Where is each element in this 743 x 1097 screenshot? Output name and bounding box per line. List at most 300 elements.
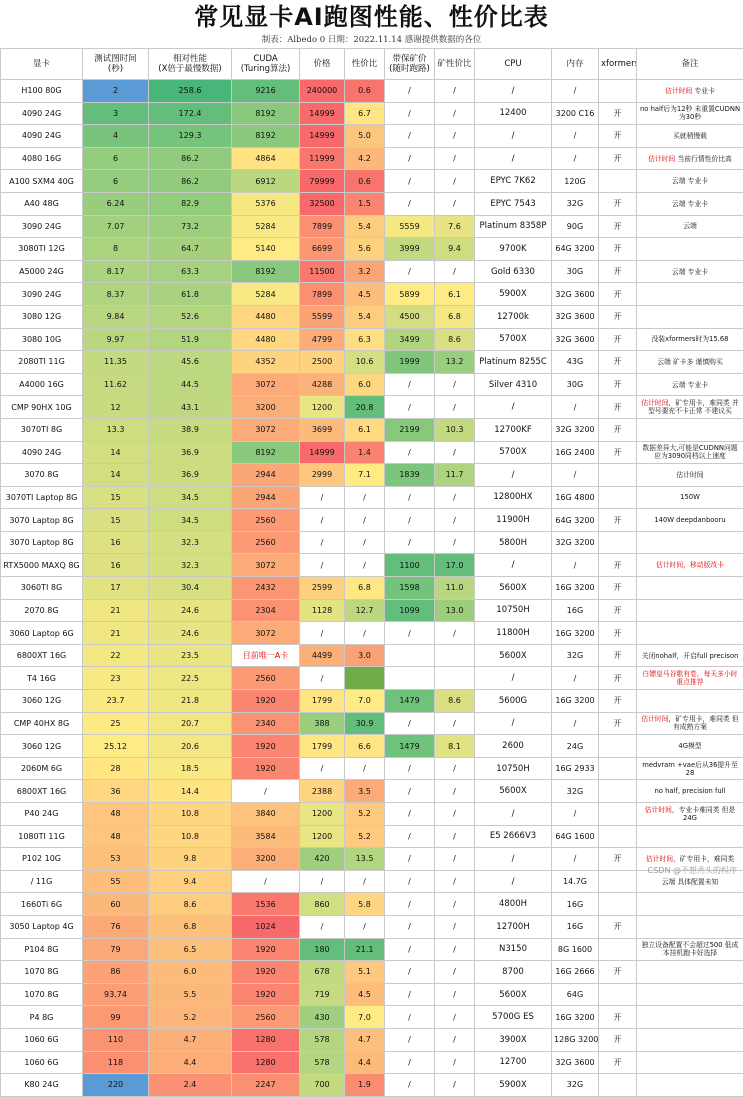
cell-gpu: A4000 16G	[1, 373, 83, 396]
cell-mprice: 5559	[385, 215, 435, 238]
cell-price: 14999	[300, 102, 345, 125]
cell-perf: 64.7	[149, 238, 232, 261]
cell-mprice: /	[385, 983, 435, 1006]
cell-price: 5599	[300, 305, 345, 328]
cell-cpu: 8700	[475, 961, 552, 984]
cell-mem: 64G 3200	[552, 238, 599, 261]
cell-mprice: /	[385, 803, 435, 826]
cell-note	[637, 1074, 743, 1097]
cell-gpu: P40 24G	[1, 803, 83, 826]
cell-cpu: 5600G	[475, 690, 552, 713]
cell-mem: 32G	[552, 192, 599, 215]
note-highlight: 估计时间	[641, 715, 668, 723]
cell-perf: 24.6	[149, 599, 232, 622]
cell-mratio: /	[435, 757, 475, 780]
table-row	[1, 915, 743, 938]
cell-mprice: /	[385, 893, 435, 916]
cell-gpu: A100 SXM4 40G	[1, 170, 83, 193]
cell-xf: 开	[599, 192, 637, 215]
cell-cpu: /	[475, 125, 552, 148]
cell-price: /	[300, 915, 345, 938]
table-row	[1, 690, 743, 713]
cell-note: 4G模型	[637, 735, 743, 758]
table-row	[1, 351, 743, 374]
cell-xf: 开	[599, 554, 637, 577]
cell-time: 13.3	[83, 418, 149, 441]
cell-note: no half后为12秒 未重置CUDNN为30秒	[637, 102, 743, 125]
cell-price: 1128	[300, 599, 345, 622]
cell-note	[637, 1006, 743, 1029]
cell-gpu: 3060 Laptop 6G	[1, 622, 83, 645]
cell-note: medvram +vae后从36提升至28	[637, 757, 743, 780]
cell-note: 140W deepdanbooru	[637, 509, 743, 532]
cell-cuda: 2560	[232, 509, 300, 532]
cell-cuda: 2432	[232, 577, 300, 600]
cell-xf: 开	[599, 622, 637, 645]
cell-xf: 开	[599, 305, 637, 328]
cell-time: 3	[83, 102, 149, 125]
cell-mprice: /	[385, 1074, 435, 1097]
cell-xf: 开	[599, 238, 637, 261]
cell-gpu: 2080TI 11G	[1, 351, 83, 374]
table-row	[1, 305, 743, 328]
cell-time: 8.17	[83, 260, 149, 283]
table-row	[1, 192, 743, 215]
cell-cpu: 12800HX	[475, 486, 552, 509]
cell-ratio	[345, 667, 385, 690]
cell-cpu: /	[475, 803, 552, 826]
cell-cpu: /	[475, 712, 552, 735]
cell-time: 22	[83, 644, 149, 667]
cell-perf: 86.2	[149, 170, 232, 193]
cell-perf: 61.8	[149, 283, 232, 306]
note-highlight: 估计时间	[641, 399, 668, 407]
cell-ratio: 7.0	[345, 1006, 385, 1029]
cell-ratio: 5.2	[345, 803, 385, 826]
cell-mem: 32G	[552, 644, 599, 667]
cell-cpu: /	[475, 848, 552, 871]
cell-mem: 16G 2400	[552, 441, 599, 464]
cell-time: 9.97	[83, 328, 149, 351]
cell-cpu: 5900X	[475, 283, 552, 306]
cell-price: /	[300, 531, 345, 554]
table-row	[1, 667, 743, 690]
cell-mratio: /	[435, 870, 475, 893]
cell-price: /	[300, 757, 345, 780]
table-row	[1, 893, 743, 916]
cell-mratio: /	[435, 983, 475, 1006]
cell-mratio: /	[435, 712, 475, 735]
cell-xf: 开	[599, 961, 637, 984]
cell-mratio: /	[435, 373, 475, 396]
cell-note	[637, 1028, 743, 1051]
cell-mem: 30G	[552, 260, 599, 283]
note-highlight: 估计时间	[646, 855, 673, 863]
cell-mratio: 8.6	[435, 328, 475, 351]
cell-cuda: 1536	[232, 893, 300, 916]
cell-perf: 10.8	[149, 825, 232, 848]
table-row	[1, 622, 743, 645]
cell-cpu: N3150	[475, 938, 552, 961]
cell-mratio: 8.1	[435, 735, 475, 758]
cell-cuda: 3840	[232, 803, 300, 826]
cell-cuda: 2560	[232, 667, 300, 690]
cell-time: 4	[83, 125, 149, 148]
cell-perf: 8.6	[149, 893, 232, 916]
cell-cuda: 4864	[232, 147, 300, 170]
cell-ratio: 5.4	[345, 215, 385, 238]
cell-cuda: 3072	[232, 622, 300, 645]
cell-ratio: 1.9	[345, 1074, 385, 1097]
cell-xf	[599, 1074, 637, 1097]
header-cuda: CUDA (Turing算法)	[232, 49, 300, 80]
header-cpu: CPU	[475, 49, 552, 80]
table-row	[1, 780, 743, 803]
cell-time: 48	[83, 825, 149, 848]
cell-cpu: 5700X	[475, 441, 552, 464]
cell-mprice: 5899	[385, 283, 435, 306]
cell-mratio: /	[435, 486, 475, 509]
cell-ratio: 4.5	[345, 983, 385, 1006]
cell-cpu: Platinum 8358P	[475, 215, 552, 238]
cell-ratio: 5.4	[345, 305, 385, 328]
cell-cuda: 1920	[232, 961, 300, 984]
table-row	[1, 418, 743, 441]
table-row	[1, 712, 743, 735]
cell-price: 2599	[300, 577, 345, 600]
cell-time: 16	[83, 554, 149, 577]
cell-cpu: 5700G ES	[475, 1006, 552, 1029]
cell-xf	[599, 531, 637, 554]
cell-perf: 172.4	[149, 102, 232, 125]
cell-mem: 64G 1600	[552, 825, 599, 848]
cell-note	[637, 305, 743, 328]
cell-cpu: /	[475, 667, 552, 690]
cell-perf: 51.9	[149, 328, 232, 351]
cell-mprice: /	[385, 1006, 435, 1029]
cell-ratio: /	[345, 554, 385, 577]
table-row	[1, 373, 743, 396]
table-row	[1, 938, 743, 961]
cell-mratio: /	[435, 780, 475, 803]
cell-note: 估计时间，矿专用卡，难同类	[637, 848, 743, 871]
cell-cuda: 5284	[232, 283, 300, 306]
header-perf: 相对性能 (X倍于最慢数据)	[149, 49, 232, 80]
table-row	[1, 599, 743, 622]
cell-price: 578	[300, 1028, 345, 1051]
cell-cpu: 5900X	[475, 1074, 552, 1097]
cell-note: 估计时间，矿专用卡，难同类 但有成熟方案	[637, 712, 743, 735]
cell-perf: 6.0	[149, 961, 232, 984]
cell-mprice	[385, 667, 435, 690]
page-title: 常见显卡AI跑图性能、性价比表	[0, 0, 743, 34]
cell-time: 6	[83, 147, 149, 170]
cell-gpu: P104 8G	[1, 938, 83, 961]
cell-note: 估计时间，专业卡难同类 但是24G	[637, 803, 743, 826]
cell-mratio: /	[435, 509, 475, 532]
cell-price: 180	[300, 938, 345, 961]
cell-time: 110	[83, 1028, 149, 1051]
cell-xf	[599, 983, 637, 1006]
cell-perf: 258.6	[149, 80, 232, 103]
cell-gpu: A40 48G	[1, 192, 83, 215]
table-row	[1, 238, 743, 261]
cell-gpu: RTX5000 MAXQ 8G	[1, 554, 83, 577]
cell-note: 云端 矿卡多 谨慎购买	[637, 351, 743, 374]
cell-gpu: 3060 12G	[1, 690, 83, 713]
cell-cuda: 2560	[232, 1006, 300, 1029]
cell-xf: 开	[599, 915, 637, 938]
cell-mratio: /	[435, 192, 475, 215]
cell-mratio: 13.2	[435, 351, 475, 374]
cell-note	[637, 418, 743, 441]
cell-cuda: 1920	[232, 735, 300, 758]
cell-mem: 90G	[552, 215, 599, 238]
cell-mprice: 3499	[385, 328, 435, 351]
cell-price: 388	[300, 712, 345, 735]
cell-price: 1200	[300, 825, 345, 848]
cell-time: 86	[83, 961, 149, 984]
cell-perf: 5.2	[149, 1006, 232, 1029]
cell-cuda: 3072	[232, 373, 300, 396]
cell-ratio: 5.2	[345, 825, 385, 848]
cell-perf: 23.5	[149, 644, 232, 667]
cell-cpu: /	[475, 147, 552, 170]
cell-perf: 52.6	[149, 305, 232, 328]
cell-price: /	[300, 486, 345, 509]
cell-ratio: 5.0	[345, 125, 385, 148]
cell-price: 7899	[300, 215, 345, 238]
table-row	[1, 577, 743, 600]
cell-ratio: 21.1	[345, 938, 385, 961]
cell-ratio: 6.0	[345, 373, 385, 396]
cell-xf: 开	[599, 667, 637, 690]
cell-mem: 32G	[552, 780, 599, 803]
table-row	[1, 757, 743, 780]
cell-mem: 16G	[552, 915, 599, 938]
cell-note	[637, 690, 743, 713]
table-row	[1, 825, 743, 848]
cell-mprice: 4500	[385, 305, 435, 328]
header-mem: 内存	[552, 49, 599, 80]
cell-price: 32500	[300, 192, 345, 215]
cell-xf	[599, 780, 637, 803]
cell-cuda: 8192	[232, 102, 300, 125]
table-row	[1, 1028, 743, 1051]
cell-cuda: 2247	[232, 1074, 300, 1097]
table-row	[1, 509, 743, 532]
cell-ratio: 20.8	[345, 396, 385, 419]
cell-cuda: 5376	[232, 192, 300, 215]
cell-mem: 64G	[552, 983, 599, 1006]
cell-perf: 20.6	[149, 735, 232, 758]
cell-mem: 16G 3200	[552, 1006, 599, 1029]
cell-xf: 开	[599, 1028, 637, 1051]
cell-cpu: 5600X	[475, 644, 552, 667]
cell-cuda: 8192	[232, 441, 300, 464]
cell-ratio: 1.5	[345, 192, 385, 215]
cell-perf: 36.9	[149, 464, 232, 487]
cell-xf: 开	[599, 848, 637, 871]
cell-note	[637, 825, 743, 848]
cell-gpu: 1070 8G	[1, 983, 83, 1006]
cell-cuda: 4352	[232, 351, 300, 374]
cell-price: 1799	[300, 735, 345, 758]
cell-mratio: /	[435, 1074, 475, 1097]
cell-price: /	[300, 622, 345, 645]
cell-price: 2999	[300, 464, 345, 487]
cell-mem: /	[552, 125, 599, 148]
cell-cpu: 5600X	[475, 577, 552, 600]
table-row	[1, 283, 743, 306]
cell-mratio: /	[435, 102, 475, 125]
cell-mem: 16G	[552, 893, 599, 916]
cell-gpu: 1080TI 11G	[1, 825, 83, 848]
cell-cpu: 12700k	[475, 305, 552, 328]
table-row	[1, 80, 743, 103]
cell-mprice: /	[385, 260, 435, 283]
cell-mratio: 6.8	[435, 305, 475, 328]
cell-mem: /	[552, 848, 599, 871]
cell-gpu: 3090 24G	[1, 215, 83, 238]
cell-time: 25	[83, 712, 149, 735]
cell-ratio: 7.1	[345, 464, 385, 487]
cell-ratio: 6.3	[345, 328, 385, 351]
cell-mprice: /	[385, 938, 435, 961]
cell-note: 估计时间，矿专用卡，难同类 并型号要充不卡正常 不建议买	[637, 396, 743, 419]
cell-price: 240000	[300, 80, 345, 103]
cell-ratio: 6.6	[345, 735, 385, 758]
cell-time: 25.12	[83, 735, 149, 758]
cell-note: 云端 专业卡	[637, 192, 743, 215]
cell-cpu: 12700	[475, 1051, 552, 1074]
cell-mem: 24G	[552, 735, 599, 758]
cell-cuda: 2340	[232, 712, 300, 735]
cell-cuda: 2944	[232, 464, 300, 487]
cell-mprice: 1839	[385, 464, 435, 487]
table-row	[1, 147, 743, 170]
cell-mem: 16G 3200	[552, 622, 599, 645]
cell-time: 11.35	[83, 351, 149, 374]
cell-xf: 开	[599, 1051, 637, 1074]
cell-mem: /	[552, 464, 599, 487]
cell-ratio: 3.5	[345, 780, 385, 803]
cell-gpu: K80 24G	[1, 1074, 83, 1097]
cell-ratio: 7.0	[345, 690, 385, 713]
cell-perf: 45.6	[149, 351, 232, 374]
cell-cpu: Platinum 8255C	[475, 351, 552, 374]
cell-ratio: 1.4	[345, 441, 385, 464]
cell-note: 估计时间	[637, 464, 743, 487]
cell-gpu: / 11G	[1, 870, 83, 893]
cell-gpu: 1060 6G	[1, 1051, 83, 1074]
cell-note	[637, 1051, 743, 1074]
cell-mprice: /	[385, 780, 435, 803]
cell-mem: 16G 4800	[552, 486, 599, 509]
cell-perf: 129.3	[149, 125, 232, 148]
cell-price: 700	[300, 1074, 345, 1097]
cell-mratio: /	[435, 915, 475, 938]
cell-ratio: 4.5	[345, 283, 385, 306]
gpu-performance-table	[0, 48, 743, 1097]
table-row	[1, 961, 743, 984]
cell-gpu: 4080 16G	[1, 147, 83, 170]
table-row	[1, 215, 743, 238]
cell-time: 11.62	[83, 373, 149, 396]
cell-time: 93.74	[83, 983, 149, 1006]
cell-mem: 16G 3200	[552, 577, 599, 600]
cell-mprice: /	[385, 870, 435, 893]
cell-perf: 6.8	[149, 915, 232, 938]
cell-price: /	[300, 870, 345, 893]
cell-price: 719	[300, 983, 345, 1006]
cell-cuda: 3200	[232, 848, 300, 871]
cell-cpu: 3900X	[475, 1028, 552, 1051]
cell-mprice: /	[385, 531, 435, 554]
cell-price: 79999	[300, 170, 345, 193]
header-mratio: 矿性价比	[435, 49, 475, 80]
table-row	[1, 260, 743, 283]
table-row	[1, 870, 743, 893]
cell-mprice: 2199	[385, 418, 435, 441]
cell-note: 150W	[637, 486, 743, 509]
cell-cuda: 3584	[232, 825, 300, 848]
cell-perf: 38.9	[149, 418, 232, 441]
table-row	[1, 441, 743, 464]
cell-perf: 9.8	[149, 848, 232, 871]
cell-mratio	[435, 644, 475, 667]
cell-ratio: 10.6	[345, 351, 385, 374]
cell-price: 1200	[300, 396, 345, 419]
cell-mprice: /	[385, 622, 435, 645]
cell-mprice: /	[385, 915, 435, 938]
cell-time: 60	[83, 893, 149, 916]
cell-cuda: 4480	[232, 305, 300, 328]
cell-xf: 开	[599, 260, 637, 283]
cell-perf: 4.7	[149, 1028, 232, 1051]
cell-mprice: 1479	[385, 690, 435, 713]
cell-time: 17	[83, 577, 149, 600]
cell-gpu: 3090 24G	[1, 283, 83, 306]
cell-gpu: 2060M 6G	[1, 757, 83, 780]
cell-note: no half, precision full	[637, 780, 743, 803]
cell-cpu: 5800H	[475, 531, 552, 554]
cell-time: 9.84	[83, 305, 149, 328]
cell-cpu: 5600X	[475, 983, 552, 1006]
cell-ratio: 0.6	[345, 80, 385, 103]
cell-note: 白嫖皇马谷歌有卷，每天多小时 重点推荐	[637, 667, 743, 690]
cell-cuda: 1920	[232, 757, 300, 780]
cell-mem: 32G 3600	[552, 305, 599, 328]
cell-note: 云端 专业卡	[637, 170, 743, 193]
cell-xf: 开	[599, 102, 637, 125]
cell-ratio: 4.2	[345, 147, 385, 170]
cell-mratio: 10.3	[435, 418, 475, 441]
cell-cuda: 2944	[232, 486, 300, 509]
cell-mprice: /	[385, 961, 435, 984]
note-highlight: 估计时间	[645, 806, 672, 814]
cell-cuda: 6912	[232, 170, 300, 193]
cell-ratio: /	[345, 531, 385, 554]
cell-perf: 34.5	[149, 509, 232, 532]
cell-cpu: 11800H	[475, 622, 552, 645]
note-highlight: 估计时间	[648, 155, 675, 163]
cell-cuda: 3200	[232, 396, 300, 419]
cell-cuda: 5284	[232, 215, 300, 238]
cell-gpu: A5000 24G	[1, 260, 83, 283]
cell-mprice: 1479	[385, 735, 435, 758]
cell-cpu: EPYC 7543	[475, 192, 552, 215]
